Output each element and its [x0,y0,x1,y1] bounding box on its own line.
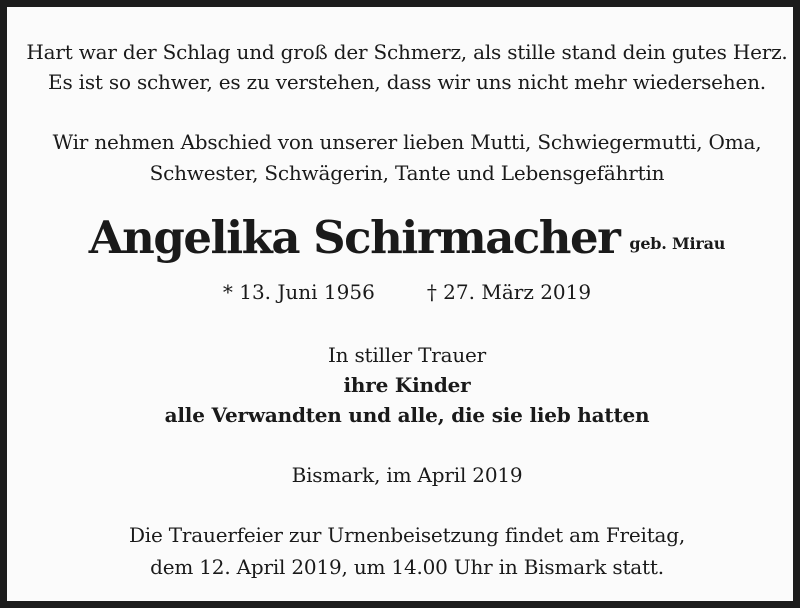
place-date: Bismark, im April 2019 [291,463,523,487]
mourners-children: ihre Kinder [343,373,471,397]
mourning-intro: In stiller Trauer [327,343,487,367]
deceased-name: Angelika Schirmacher [88,211,620,264]
funeral-info-line-1: Die Trauerfeier zur Urnenbeisetzung findet am Freitag, [128,523,686,547]
life-dates [7,278,800,306]
birth-date: * 13. Juni 1956 [222,280,375,304]
deceased-name-row [7,210,800,266]
intro-line-2: Schwester, Schwägerin, Tante und Lebensgefährtin [149,161,665,185]
verse-line-2: Es ist so schwer, es zu verstehen, dass wir uns nicht mehr wiedersehen. [48,70,766,94]
death-date: † 27. März 2019 [426,280,592,304]
intro-line-1: Wir nehmen Abschied von unserer lieben Mutti, Schwiegermutti, Oma, [52,130,762,154]
maiden-name: geb. Mirau [629,234,726,253]
verse-line-1: Hart war der Schlag und groß der Schmerz, als stille stand dein gutes Herz. [26,40,788,64]
funeral-info-line-2: dem 12. April 2019, um 14.00 Uhr in Bismark statt. [150,555,664,579]
mourners-relatives: alle Verwandten und alle, die sie lieb hatten [164,403,650,427]
